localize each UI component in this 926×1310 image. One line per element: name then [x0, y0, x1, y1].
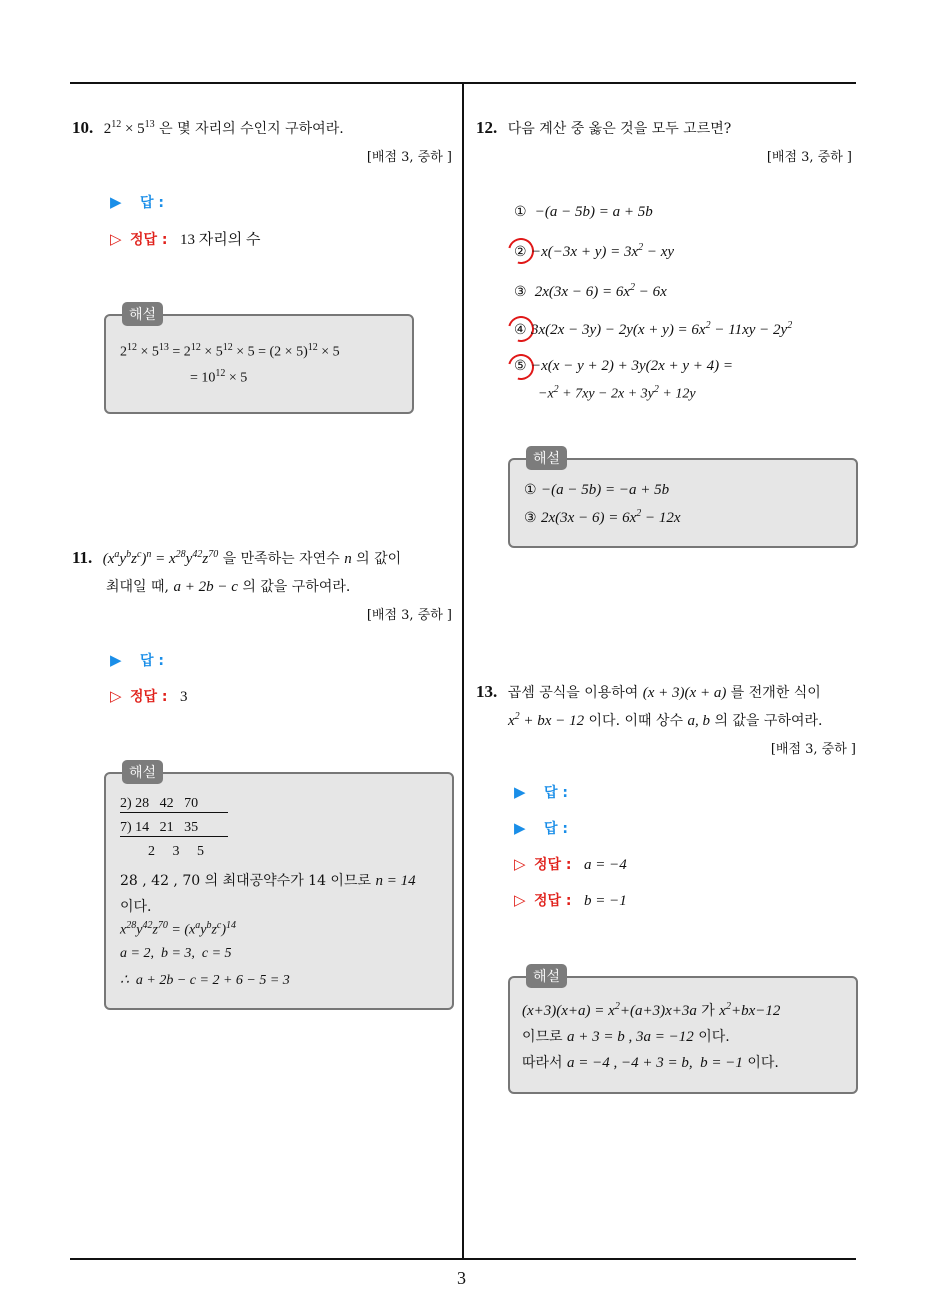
explanation-line: = $10^{12} \times 5$	[190, 368, 248, 386]
question-text: 곱셈 공식을 이용하여	[507, 685, 639, 701]
question-text: 의 값을 구하여라.	[242, 579, 351, 595]
math-expression: −(a − 5b) = −a + 5b	[541, 482, 670, 498]
score-meta: [배점 3, 중하 ]	[770, 742, 856, 757]
explanation-line: ∴ a + 2b − c = 2 + 6 − 5 = 3	[120, 973, 290, 988]
play-icon: ▶	[514, 819, 526, 837]
math-expression: $2x(3x - 6) = 6x^2 - 6x$	[531, 282, 667, 300]
math-expression: $-x(-3x + y) = 3x^2$ − xy	[531, 242, 675, 260]
math-expression: (x + 3)(x + a)	[642, 685, 727, 701]
math-expression: a + 3 = b , 3a = −12	[567, 1029, 694, 1045]
division-row: 2) 28 42 70	[120, 796, 228, 813]
math-expression: $(x+3)(x+a) = x^2+(a+3)x+3a$	[522, 1001, 697, 1019]
explanation-tag: 해설	[122, 760, 163, 784]
math-expression: n = 14	[375, 873, 416, 889]
explanation-text: 28 , 42 , 70 의 최대공약수가 14 이므로	[120, 873, 371, 889]
explanation-line	[524, 508, 681, 527]
question-11-line2	[106, 576, 350, 596]
math-expression: $x^2$ + bx − 12	[508, 711, 585, 729]
explanation-text: 가	[701, 1003, 715, 1019]
answer-input-row[interactable]	[514, 818, 568, 838]
correct-answer-row	[514, 854, 627, 874]
explanation-line: a = 2, b = 3, c = 5	[120, 946, 232, 961]
division-row: 2 3 5	[148, 844, 204, 859]
question-text: 이다. 이때 상수	[588, 713, 684, 729]
question-13	[476, 682, 821, 702]
correct-answer-value: 13 자리의 수	[179, 232, 261, 248]
question-number: 13.	[476, 682, 498, 701]
explanation-text: 이다.	[698, 1029, 730, 1045]
play-icon: ▶	[110, 193, 122, 211]
explanation-tag: 해설	[122, 302, 163, 326]
question-12	[476, 118, 731, 138]
question-text: 을 만족하는 자연수	[222, 551, 340, 567]
question-text: 의 값이	[356, 551, 402, 567]
correct-label: 정답 :	[130, 232, 168, 248]
math-expression: $2x(3x - 6) = 6x^2 - 12x$	[541, 508, 681, 526]
answer-input-row[interactable]	[514, 782, 568, 802]
option-marker: ④	[514, 322, 527, 338]
math-expression: a = −4 , −4 + 3 = b, b = −1	[567, 1055, 743, 1071]
option-2[interactable]	[514, 242, 674, 261]
explanation-line	[120, 870, 416, 890]
answer-input-row[interactable]	[110, 192, 164, 212]
explanation-box	[508, 451, 858, 548]
bottom-rule	[70, 1258, 856, 1260]
answer-label: 답 :	[544, 785, 568, 801]
option-marker: ②	[514, 244, 527, 260]
explanation-line	[524, 482, 669, 499]
answer-label: 답 :	[140, 653, 164, 669]
question-13-line2	[508, 710, 822, 730]
question-11	[72, 548, 401, 568]
score-meta: [배점 3, 중하 ]	[366, 150, 452, 165]
math-expression: $3x(2x - 3y) - 2y(x + y) = 6x^2 - 11xy - 2y^2$	[531, 320, 793, 338]
correct-answer-value: a = −4	[583, 857, 627, 873]
option-5[interactable]	[514, 358, 733, 375]
explanation-text: 따라서	[522, 1055, 563, 1071]
question-number: 11.	[72, 548, 93, 567]
correct-label: 정답 :	[130, 689, 168, 705]
answer-input-row[interactable]	[110, 650, 164, 670]
math-expression: a + 2b − c	[173, 579, 238, 595]
option-4[interactable]	[514, 320, 792, 339]
explanation-box	[104, 307, 414, 414]
question-number: 10.	[72, 118, 94, 137]
question-text: 를 전개한 식이	[730, 685, 821, 701]
question-number: 12.	[476, 118, 498, 137]
score-meta: [배점 3, 중하 ]	[366, 608, 452, 623]
question-text: 최대일 때,	[106, 579, 169, 595]
explanation-tag: 해설	[526, 964, 567, 988]
explanation-tag: 해설	[526, 446, 567, 470]
option-marker: ③	[514, 284, 527, 300]
answer-label: 답 :	[544, 821, 568, 837]
explanation-line: $x^{28}y^{42}z^{70} = (x^ay^bz^c)^{14}$	[120, 920, 237, 938]
division-row: 7) 14 21 35	[120, 820, 228, 837]
option-marker: ⑤	[514, 358, 527, 374]
question-text: 은 몇 자리의 수인지 구하여라.	[159, 121, 344, 137]
math-expression: −(a − 5b) = a + 5b	[531, 204, 653, 220]
correct-label: 정답 :	[534, 893, 572, 909]
explanation-line: 이다.	[120, 899, 152, 915]
option-5-continued: $-x^2 + 7xy - 2x + 3y^2 + 12y$	[538, 384, 696, 402]
option-3[interactable]	[514, 282, 667, 301]
question-10	[72, 118, 344, 138]
question-text: 다음 계산 중 옳은 것을 모두 고르면?	[507, 121, 732, 137]
correct-answer-row	[110, 228, 260, 249]
math-expression: a, b	[687, 713, 710, 729]
explanation-line	[522, 1000, 780, 1020]
correct-answer-value: b = −1	[583, 893, 627, 909]
option-marker: ③	[524, 510, 537, 526]
play-icon: ▶	[514, 783, 526, 801]
correct-answer-value: 3	[179, 689, 188, 705]
explanation-text: 이다.	[747, 1055, 779, 1071]
explanation-line: $2^{12} \times 5^{13} = 2^{12} \times 5^{12} \times 5 = (2 \times 5)^{12} \times 5$	[120, 342, 340, 360]
math-expression: $(x^ay^bz^c)^n = x^{28}y^{42}z^{70}$	[102, 549, 219, 567]
triangle-outline-icon: ▷	[514, 891, 526, 909]
column-divider	[462, 82, 464, 1260]
option-marker: ①	[514, 204, 527, 220]
math-variable: n	[344, 551, 352, 567]
explanation-text: 이므로	[522, 1029, 563, 1045]
page-number: 3	[457, 1268, 466, 1288]
correct-label: 정답 :	[534, 857, 572, 873]
answer-label: 답 :	[140, 195, 164, 211]
option-1[interactable]	[514, 204, 653, 221]
math-expression: −x(x − y + 2) + 3y(2x + y + 4) =	[531, 358, 734, 374]
math-expression: $2^{12} \times 5^{13}$	[103, 119, 155, 137]
triangle-outline-icon: ▷	[110, 687, 122, 705]
question-text: 의 값을 구하여라.	[714, 713, 823, 729]
triangle-outline-icon: ▷	[110, 230, 122, 248]
explanation-line	[522, 1052, 779, 1072]
score-meta: [배점 3, 중하 ]	[766, 150, 852, 165]
explanation-box	[104, 765, 454, 1010]
option-marker: ①	[524, 482, 537, 498]
play-icon: ▶	[110, 651, 122, 669]
triangle-outline-icon: ▷	[514, 855, 526, 873]
math-expression: $x^2+bx-12$	[719, 1001, 781, 1019]
explanation-box	[508, 969, 858, 1094]
explanation-line	[522, 1026, 730, 1046]
correct-answer-row	[514, 890, 627, 910]
correct-answer-row	[110, 686, 187, 706]
